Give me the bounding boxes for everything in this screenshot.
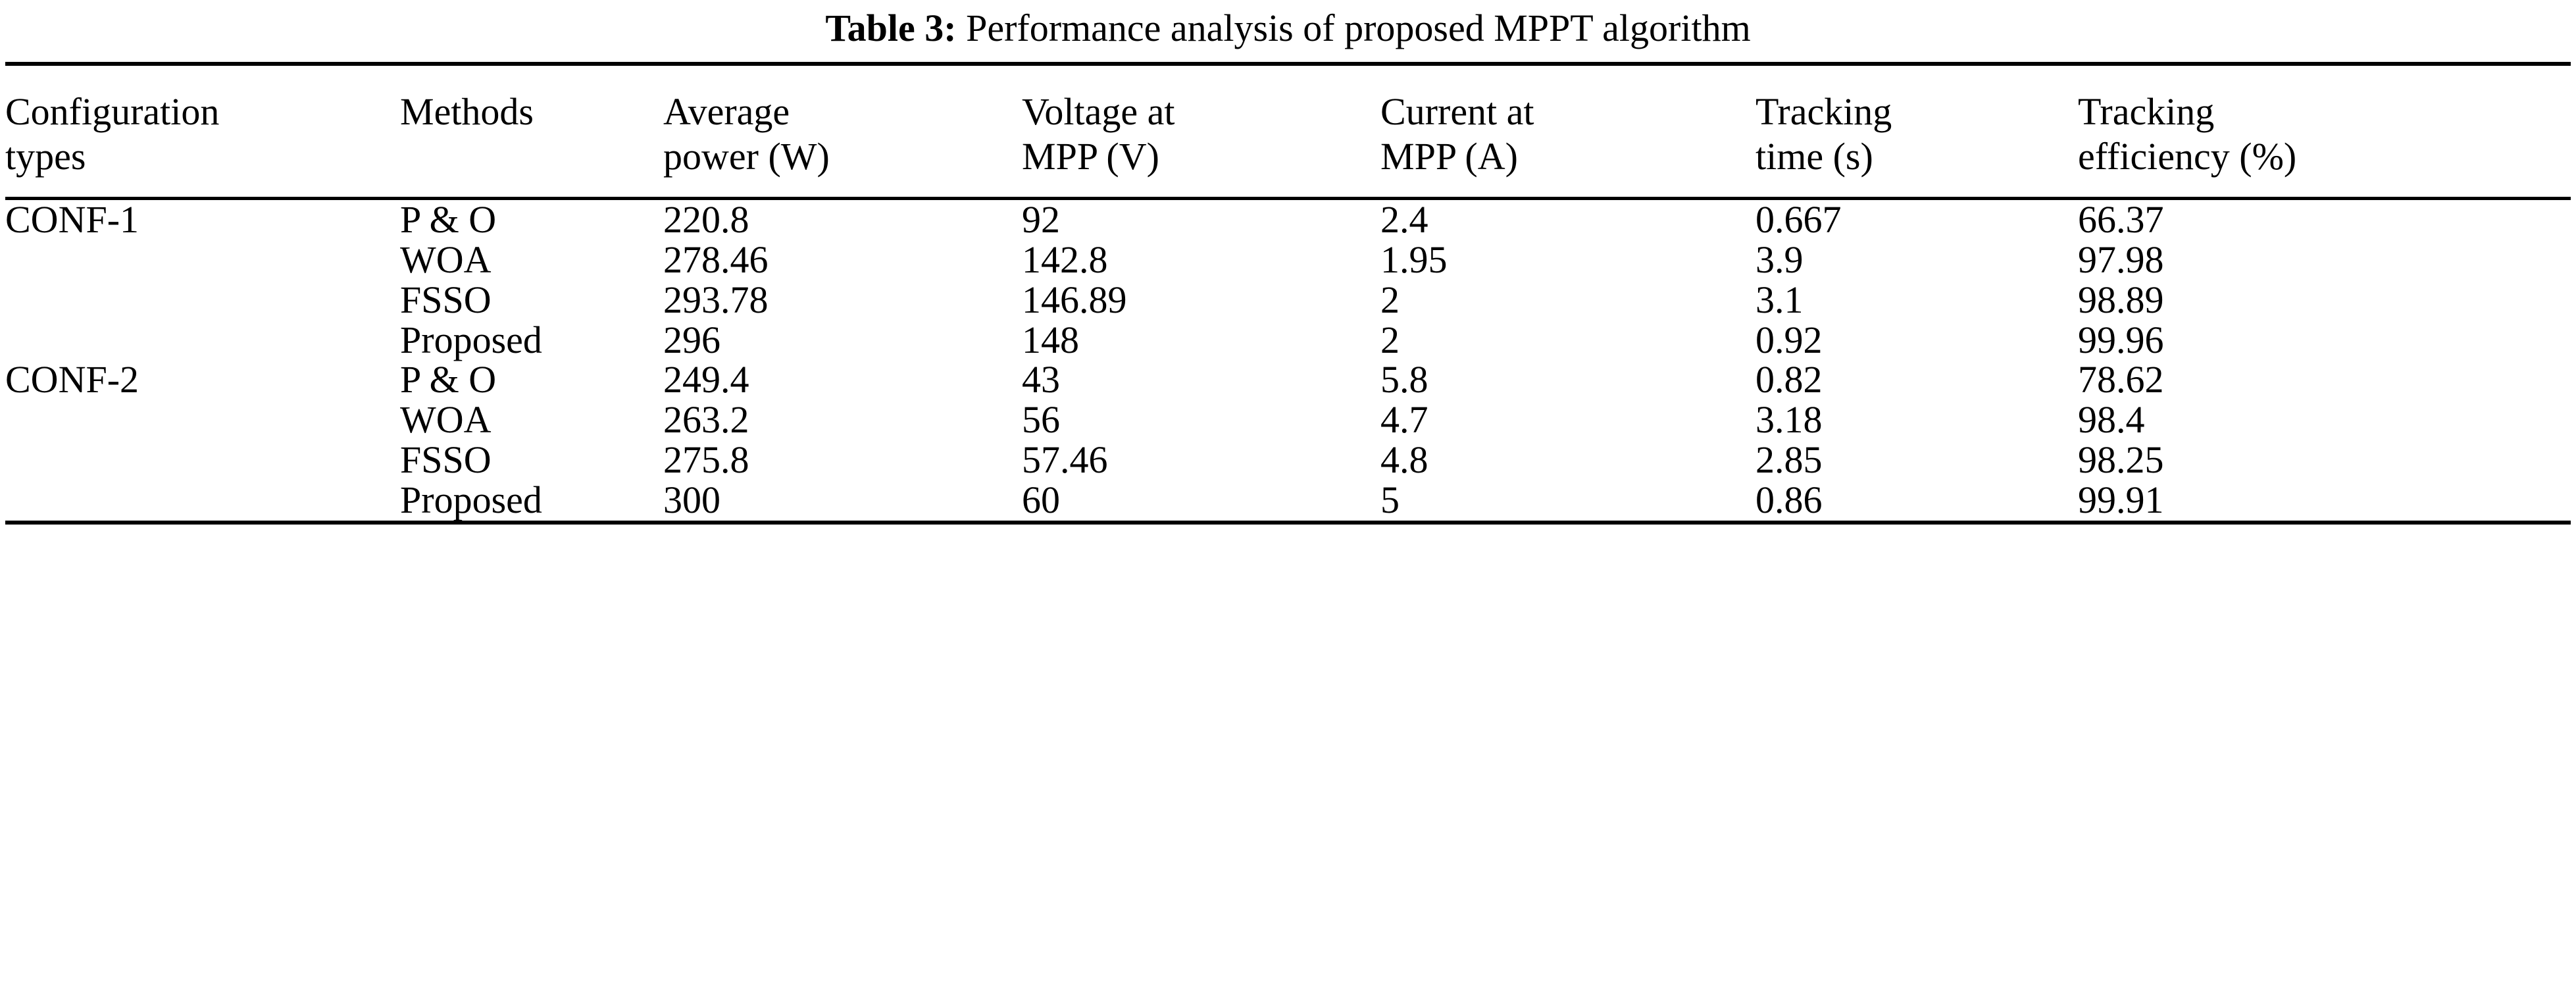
- cell-tracking-time: 0.667: [1755, 197, 1842, 241]
- table-caption-text: Performance analysis of proposed MPPT algorithm: [966, 7, 1751, 49]
- cell-current-mpp: 5: [1380, 480, 1755, 523]
- cell-average-power: 263.2: [663, 398, 749, 442]
- header-line-1: Current at: [1380, 90, 1534, 133]
- cell-tracking-time: 0.86: [1755, 480, 2078, 523]
- header-methods: [400, 72, 663, 198]
- cell-voltage-mpp: 92: [1022, 197, 1060, 241]
- header-line-2: power (W): [663, 135, 830, 178]
- header-line-2: MPP (V): [1022, 135, 1159, 178]
- header-line-2: efficiency (%): [2078, 135, 2297, 178]
- cell-voltage-mpp: 57.46: [1022, 438, 1108, 482]
- header-tracking-efficiency: [2078, 72, 2571, 198]
- table-row: [5, 198, 2571, 240]
- header-line-2: types: [5, 135, 86, 178]
- table-row: [5, 280, 2571, 321]
- cell-tracking-time: 3.1: [1755, 278, 1804, 321]
- cell-voltage-mpp: 43: [1022, 358, 1060, 401]
- cell-tracking-efficiency: 99.96: [2078, 318, 2164, 361]
- cell-average-power: 249.4: [663, 358, 749, 401]
- table-row: [5, 440, 2571, 480]
- cell-current-mpp: 5.8: [1380, 358, 1428, 401]
- table-header: [5, 64, 2571, 198]
- column-headers-row: [5, 72, 2571, 198]
- cell-method: FSSO: [400, 438, 492, 482]
- cell-method: WOA: [400, 398, 492, 442]
- cell-config: [5, 400, 400, 440]
- top-rule: [5, 64, 2571, 72]
- header-line-1: Methods: [400, 90, 534, 133]
- cell-method: P & O: [400, 358, 497, 401]
- header-average-power: [663, 72, 1022, 198]
- cell-config: [5, 480, 400, 523]
- header-tracking-time: [1755, 72, 2078, 198]
- cell-current-mpp: 4.7: [1380, 398, 1428, 442]
- table-caption: [5, 0, 2571, 62]
- cell-current-mpp: 4.8: [1380, 438, 1428, 482]
- top-rule-row: [5, 64, 2571, 72]
- cell-config: [5, 240, 400, 280]
- cell-tracking-time: 3.18: [1755, 398, 1823, 442]
- cell-config: CONF-2: [5, 358, 139, 401]
- table-row: [5, 240, 2571, 280]
- header-line-2: time (s): [1755, 135, 1873, 178]
- header-line-2: MPP (A): [1380, 135, 1518, 178]
- header-configuration-types: [5, 72, 400, 198]
- cell-tracking-efficiency: 98.89: [2078, 278, 2164, 321]
- header-line-1: Tracking: [1755, 90, 1892, 133]
- cell-current-mpp: 2: [1380, 278, 1400, 321]
- cell-average-power: 220.8: [663, 197, 749, 241]
- cell-tracking-efficiency: 99.91: [2078, 480, 2571, 523]
- header-current-at-mpp: [1380, 72, 1755, 198]
- cell-tracking-time: 2.85: [1755, 438, 1823, 482]
- table-row: [5, 400, 2571, 440]
- cell-tracking-efficiency: 98.25: [2078, 438, 2164, 482]
- cell-method: Proposed: [400, 318, 542, 361]
- cell-tracking-time: 0.82: [1755, 358, 1823, 401]
- performance-analysis-table: [5, 62, 2571, 525]
- cell-average-power: 296: [663, 318, 720, 361]
- header-voltage-at-mpp: [1022, 72, 1380, 198]
- cell-config: [5, 280, 400, 321]
- cell-current-mpp: 1.95: [1380, 238, 1448, 281]
- cell-tracking-efficiency: 97.98: [2078, 238, 2164, 281]
- cell-method: P & O: [400, 197, 497, 241]
- cell-config: CONF-1: [5, 197, 139, 241]
- table-caption-label: Table 3:: [825, 7, 957, 49]
- cell-current-mpp: 2.4: [1380, 197, 1428, 241]
- header-line-1: Configuration: [5, 90, 220, 133]
- cell-tracking-efficiency: 78.62: [2078, 358, 2164, 401]
- table-row: [5, 480, 2571, 523]
- cell-method: FSSO: [400, 278, 492, 321]
- cell-config: [5, 440, 400, 480]
- cell-voltage-mpp: 56: [1022, 398, 1060, 442]
- cell-average-power: 275.8: [663, 438, 749, 482]
- cell-tracking-efficiency: 98.4: [2078, 398, 2145, 442]
- cell-average-power: 293.78: [663, 278, 769, 321]
- cell-voltage-mpp: 142.8: [1022, 238, 1108, 281]
- cell-voltage-mpp: 148: [1022, 318, 1079, 361]
- cell-config: [5, 321, 400, 361]
- header-line-1: Average: [663, 90, 790, 133]
- header-line-1: Tracking: [2078, 90, 2215, 133]
- cell-current-mpp: 2: [1380, 318, 1400, 361]
- cell-voltage-mpp: 60: [1022, 480, 1380, 523]
- table-row: [5, 321, 2571, 361]
- cell-tracking-time: 3.9: [1755, 238, 1804, 281]
- cell-method: WOA: [400, 238, 492, 281]
- table-body: [5, 198, 2571, 523]
- cell-voltage-mpp: 146.89: [1022, 278, 1127, 321]
- cell-method: Proposed: [400, 480, 663, 523]
- cell-tracking-time: 0.92: [1755, 318, 1823, 361]
- cell-tracking-efficiency: 66.37: [2078, 197, 2164, 241]
- cell-average-power: 300: [663, 480, 1022, 523]
- table-row: [5, 360, 2571, 400]
- cell-average-power: 278.46: [663, 238, 769, 281]
- header-line-1: Voltage at: [1022, 90, 1175, 133]
